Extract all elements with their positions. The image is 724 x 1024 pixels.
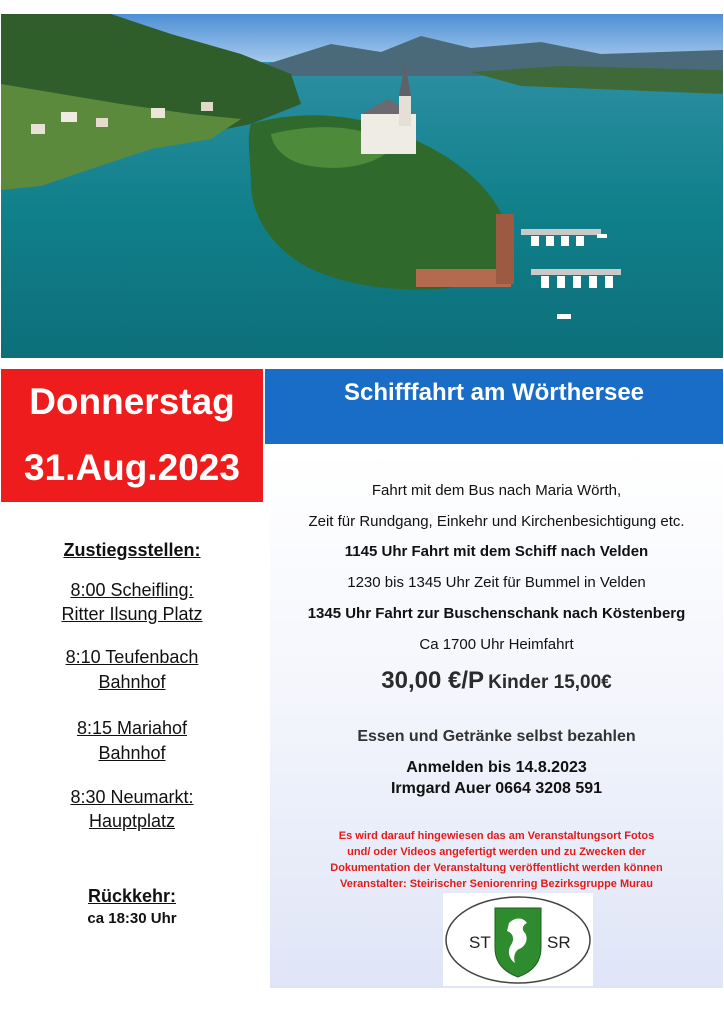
stop-3-time: 8:15 Mariahof <box>76 718 188 738</box>
price-child: Kinder 15,00€ <box>488 672 612 693</box>
price <box>270 667 723 695</box>
notice-line-2: und/ oder Videos angefertigt werden und zu Zwecken der <box>347 846 646 858</box>
stop-2-place: Bahnhof <box>98 672 166 692</box>
stop-3-place: Bahnhof <box>98 743 166 763</box>
food-note: Essen und Getränke selbst bezahlen <box>357 728 636 745</box>
page-title: Schifffahrt am Wörthersee <box>343 379 645 406</box>
program-line-5: 1345 Uhr Fahrt zur Buschenschank nach Köstenberg <box>307 605 686 622</box>
register-deadline: Anmelden bis 14.8.2023 <box>406 759 587 776</box>
program-line-2: Zeit für Rundgang, Einkehr und Kirchenbesichtigung etc. <box>308 513 685 530</box>
program-line-3: 1145 Uhr Fahrt mit dem Schiff nach Velden <box>344 543 649 560</box>
logo-left-text: ST <box>469 933 491 952</box>
weekday: Donnerstag <box>29 381 235 422</box>
date-banner <box>1 369 263 502</box>
return-time: ca 18:30 Uhr <box>87 910 177 927</box>
price-adult: 30,00 €/P <box>381 667 484 694</box>
stop-1-time: 8:00 Scheifling: <box>70 580 194 600</box>
return-title: Rückkehr: <box>87 886 177 906</box>
lake-photo <box>1 14 723 358</box>
seniorenring-logo <box>443 893 593 986</box>
stop-4-place: Hauptplatz <box>88 811 176 831</box>
program-line-4: 1230 bis 1345 Uhr Zeit für Bummel in Velden <box>347 574 646 591</box>
stops-title: Zustiegsstellen: <box>63 540 201 560</box>
notice-line-1: Es wird darauf hingewiesen das am Veranstaltungsort Fotos <box>338 830 655 842</box>
title-banner <box>265 369 723 444</box>
stop-1-place: Ritter Ilsung Platz <box>61 604 203 624</box>
notice-line-3: Dokumentation der Veranstaltung veröffentlicht werden können <box>330 862 663 874</box>
contact: Irmgard Auer 0664 3208 591 <box>390 780 603 797</box>
program-line-1: Fahrt mit dem Bus nach Maria Wörth, <box>371 482 622 499</box>
notice-line-4: Veranstalter: Steirischer Seniorenring Bezirksgruppe Murau <box>340 878 653 890</box>
logo-right-text: SR <box>547 933 571 952</box>
stop-2-time: 8:10 Teufenbach <box>65 647 199 667</box>
stop-4-time: 8:30 Neumarkt: <box>70 787 194 807</box>
program-line-6: Ca 1700 Uhr Heimfahrt <box>419 636 574 653</box>
event-date: 31.Aug.2023 <box>24 447 240 488</box>
